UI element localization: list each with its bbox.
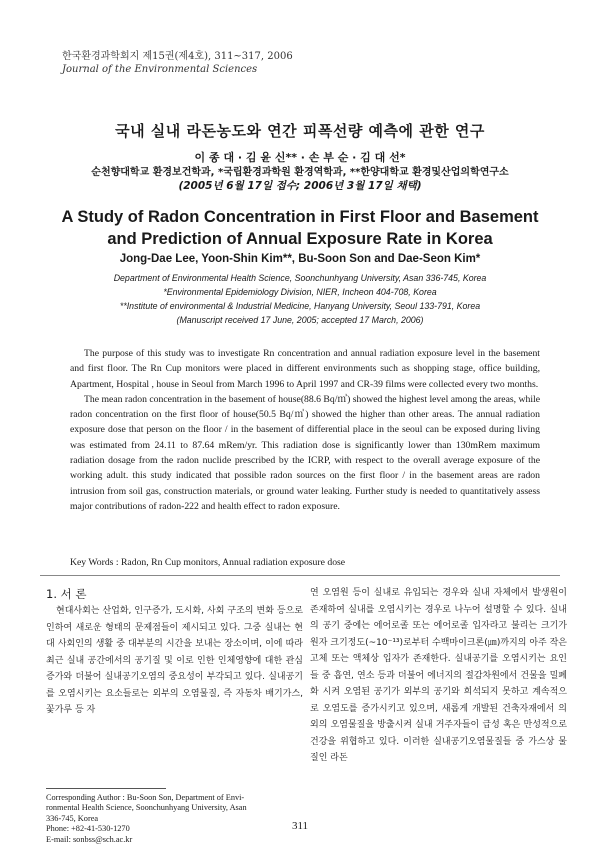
- korean-title: 국내 실내 라돈농도와 연간 피폭선량 예측에 관한 연구: [115, 122, 485, 140]
- affiliation-1: Department of Environmental Health Science, Soonchunhyang University, Asan 336-745, Korea: [113, 273, 487, 283]
- body-paragraph-right: 연 오염원 등이 실내로 유입되는 경우와 실내 자체에서 발생원이 존재하여 실내를 오염시키는 경우로 나누어 설명할 수 있다. 실내의 공기 중에는 에어로졸 또는 에어로졸 입자라고 불리는 크기가 원자 크기정도(~10⁻¹³)로부터 수백마이크론(㎛)까지의 아주 작은 고체 또는 액체상 입자가 존재한다. 실내공기를 오염시키는 요인들 중 흡연, 연소 등과 더불어 에너지의 절감차원에서 건물을 밀폐화 시켜 오염된 공기가 외부의 공기와 희석되지 못하고 계속적으로 오염도를 증가시키고 있으며, 새롭게 개발된 건축자재에서 의외의 오염물질을 방출시켜 실내 거주자들이 급성 혹은 만성적으로 건강을 위협하고 있다. 이러한 실내공기오염물질들 중 가스상 물질인 라돈: [310, 588, 567, 763]
- english-title-line-1: A Study of Radon Concentration in First Floor and Basement: [61, 208, 539, 226]
- footnote-rule: [46, 788, 166, 789]
- abstract-paragraph-1: The purpose of this study was to investigate Rn concentration and annual radiation exposure level in the basement and first floor. The Rn Cup monitors were placed in different environments such as shopping stage, office building, Apartment, Hospital , house in Seoul from March 1996 to April 1997 and CR-39 films were collected every two months.: [70, 348, 540, 390]
- korean-authors: 이 종 대 · 김 윤 신** · 손 부 순 · 김 대 선*: [194, 151, 406, 164]
- journal-citation: 한국환경과학회지 제15권(제4호), 311~317, 2006: [62, 51, 293, 62]
- abstract-paragraph-2: The mean radon concentration in the basement of house(88.6 Bq/㎥) showed the highest level among the areas, while radon concentration on the first floor of house(50.5 Bq/㎥) showed the higher than other areas. The annual radiation exposure dose that person on the floor / in the basement of differential place in the seoul can be exposed during living was estimated from 24.11 to 87.64 mRem/yr. This radiation dose is significantly lower than 130mRem maximum radiation dosage from the radon nuclide prescribed by the ICRP, with respect to the overall average exposure of the working adult. this study indicated that possible radon sources on the first floor / in the basement areas are radon intrusion from soil gas, construction materials, or ground water leaking. Further study is needed to quantitatively assess major contributions of radon-222 and health effect to radon exposure.: [70, 393, 540, 512]
- journal-name: Journal of the Environmental Sciences: [62, 64, 258, 75]
- correspondence-line-3: 336-745, Korea: [46, 813, 99, 823]
- correspondence-line-1: Corresponding Author : Bu-Soon Son, Department of Envi-: [46, 793, 245, 802]
- affiliation-3: **Institute of environmental & Industrial Medicine, Hanyang University, Seoul 133-791, Korea: [119, 301, 481, 311]
- page-number: 311: [291, 820, 309, 832]
- correspondence-email[interactable]: E-mail: sonbss@sch.ac.kr: [46, 834, 133, 844]
- korean-affiliations: 순천향대학교 환경보건학과, *국립환경과학원 환경역학과, **한양대학교 환경및산업의학연구소: [91, 167, 509, 178]
- keywords: Key Words : Radon, Rn Cup monitors, Annual radiation exposure dose: [70, 557, 346, 568]
- section-heading: 1. 서 론: [46, 587, 87, 601]
- english-affiliations: [0, 271, 600, 327]
- correspondence-phone: Phone: +82-41-530-1270: [46, 824, 130, 834]
- manuscript-dates: (Manuscript received 17 June, 2005; accepted 17 March, 2006): [176, 315, 424, 325]
- english-title: [20, 206, 580, 250]
- correspondence-line-2: ronmental Health Science, Soonchunhyang University, Asan: [46, 803, 247, 813]
- abstract: [70, 346, 540, 514]
- korean-dates: (2005년 6월 17일 접수; 2006년 3월 17일 채택): [178, 180, 422, 192]
- body-column-left: [46, 585, 303, 719]
- body-column-right: [310, 585, 567, 767]
- affiliation-2: *Environmental Epidemiology Division, NIER, Incheon 404-708, Korea: [163, 287, 437, 297]
- body-paragraph-left: 현대사회는 산업화, 인구증가, 도시화, 사회 구조의 변화 등으로 인하여 새로운 형태의 문제점들이 제시되고 있다. 그중 실내는 현대 사회인의 생활 중 대부분의 시간을 보내는 장소이며, 이에 따라 최근 실내 공간에서의 공기질 및 이로 인한 인체영향에 대한 관심 증가와 더불어 실내공기오염의 중요성이 부각되고 있다. 실내공기를 오염시키는 요소들로는 외부의 오염물질, 즉 자동차 배기가스, 꽃가루 등 자: [46, 606, 303, 715]
- section-divider: [40, 575, 560, 576]
- english-authors: Jong-Dae Lee, Yoon-Shin Kim**, Bu-Soon Son and Dae-Seon Kim*: [119, 253, 481, 265]
- english-title-line-2: and Prediction of Annual Exposure Rate in Korea: [107, 230, 493, 248]
- journal-header: [62, 50, 293, 76]
